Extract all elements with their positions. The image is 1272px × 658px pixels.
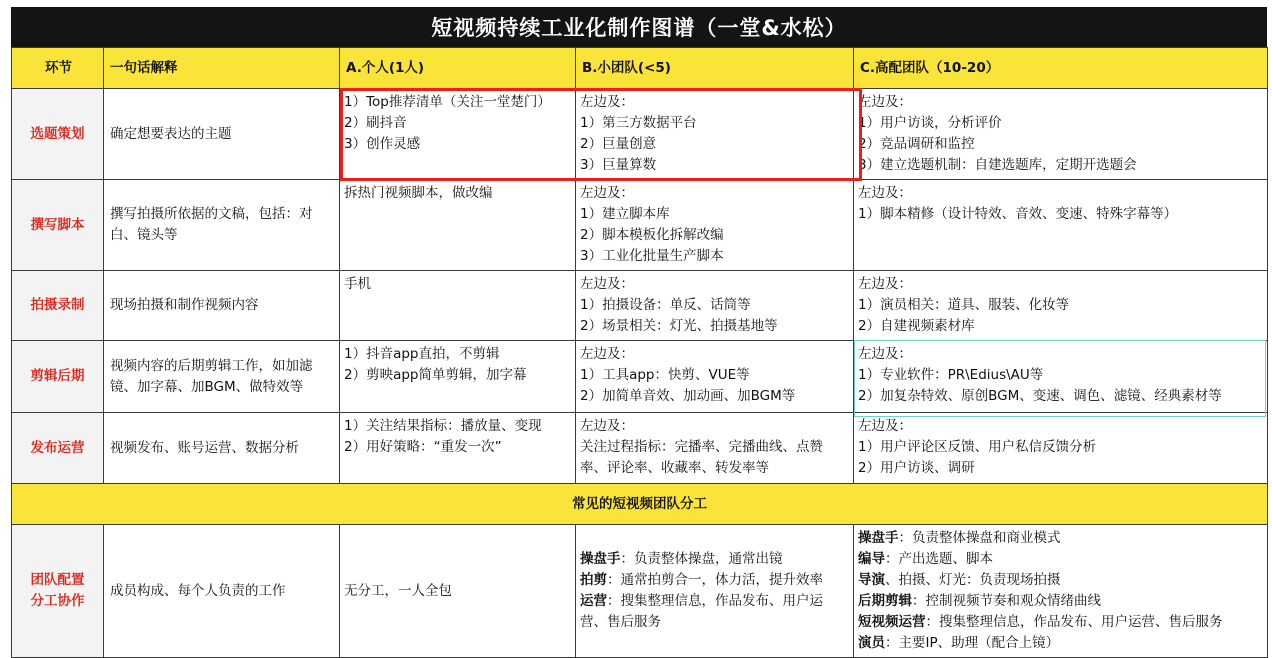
role-line [858,549,1263,570]
page-title: 短视频持续工业化制作图谱（一堂&水松） [11,7,1267,47]
cell-line: 手机 [344,276,371,292]
team-stage-cell [12,525,104,658]
role-desc: ：通常拍剪合一，体力活，提升效率 [607,572,823,588]
role-line [858,612,1263,633]
cell-line: 左边及： [580,276,634,292]
cell-line: 2）剪映app简单剪辑，加字幕 [344,367,527,383]
cell-line: 3）创作灵感 [344,136,421,152]
individual-cell [340,180,576,271]
cell-line: 1）拍摄设备：单反、话筒等 [580,297,751,313]
role-name: 操盘手 [580,551,621,567]
individual-cell [340,341,576,413]
role-line [580,591,849,633]
table-row [12,341,1268,413]
small-team-cell [576,180,854,271]
header-stage: 环节 [12,48,104,89]
role-line [858,591,1263,612]
cell-line: 1）抖音app直拍，不剪辑 [344,346,500,362]
explain-cell: 视频发布、账号运营、数据分析 [104,413,340,484]
role-name: 演员 [858,635,885,651]
individual-cell [340,413,576,484]
role-line [858,528,1263,549]
large-team-cell [854,413,1268,484]
table-row [12,271,1268,341]
explain-cell: 撰写拍摄所依据的文稿，包括：对白、镜头等 [104,180,340,271]
cell-line: 1）建立脚本库 [580,206,670,222]
role-name: 拍剪 [580,572,607,588]
role-line [858,633,1263,654]
stage-cell: 撰写脚本 [12,180,104,271]
cell-line: 2）自建视频素材库 [858,318,975,334]
cell-line: 2）加简单音效、加动画、加BGM等 [580,388,796,404]
role-name: 后期剪辑 [858,593,912,609]
large-team-cell [854,89,1268,180]
table-row [12,180,1268,271]
cell-line: 3）巨量算数 [580,157,657,173]
stage-cell: 发布运营 [12,413,104,484]
large-team-cell [854,271,1268,341]
role-desc: ：负责整体操盘和商业模式 [898,530,1061,546]
cell-line: 3）工业化批量生产脚本 [580,248,724,264]
cell-line: 1）关注结果指标：播放量、变现 [344,418,542,434]
team-stage-label: 团队配置分工协作 [30,572,85,609]
section-row [12,484,1268,525]
role-desc: ：控制视频节奏和观众情绪曲线 [912,593,1101,609]
cell-line: 左边及： [858,418,912,434]
explain-cell: 现场拍摄和制作视频内容 [104,271,340,341]
cell-line: 关注过程指标：完播率、完播曲线、点赞率、评论率、收藏率、转发率等 [580,439,823,476]
small-team-cell [576,341,854,413]
role-desc: ：产出选题、脚本 [885,551,993,567]
role-desc: ：搜集整理信息，作品发布、用户运营、售后服务 [925,614,1223,630]
cell-line: 左边及： [858,94,912,110]
role-name: 运营 [580,593,607,609]
stage-cell: 剪辑后期 [12,341,104,413]
individual-cell [340,89,576,180]
team-small-cell [576,525,854,658]
cell-line: 左边及： [580,185,634,201]
section-title: 常见的短视频团队分工 [12,484,1268,525]
role-desc: ：主要IP、助理（配合上镜） [885,635,1060,651]
cell-line: 左边及： [858,185,912,201]
cell-line: 拆热门视频脚本，做改编 [344,185,493,201]
table-row [12,89,1268,180]
role-name: 短视频运营 [858,614,926,630]
cell-line: 左边及： [580,346,634,362]
role-desc: 、拍摄、灯光：负责现场拍摄 [885,572,1061,588]
cell-line: 2）竞品调研和监控 [858,136,975,152]
cell-line: 左边及： [858,276,912,292]
explain-cell: 视频内容的后期剪辑工作，如加滤镜、加字幕、加BGM、做特效等 [104,341,340,413]
large-team-cell [854,341,1268,413]
role-line [858,570,1263,591]
cell-line: 2）加复杂特效、原创BGM、变速、调色、滤镜、经典素材等 [858,388,1222,404]
cell-line: 左边及： [858,346,912,362]
stage-cell: 拍摄录制 [12,271,104,341]
cell-line: 2）脚本模板化拆解改编 [580,227,724,243]
cell-line: 左边及： [580,418,634,434]
cell-line: 1）用户访谈，分析评价 [858,115,1002,131]
role-line [580,549,849,570]
small-team-cell [576,413,854,484]
cell-line: 1）第三方数据平台 [580,115,697,131]
table-row [12,413,1268,484]
cell-line: 2）巨量创意 [580,136,657,152]
cell-line: 1）脚本精修（设计特效、音效、变速、特殊字幕等） [858,206,1178,222]
cell-line: 1）用户评论区反馈、用户私信反馈分析 [858,439,1097,455]
stage-cell: 选题策划 [12,89,104,180]
role-desc: ：负责整体操盘，通常出镜 [620,551,783,567]
cell-line: 1）专业软件：PR\Edius\AU等 [858,367,1044,383]
cell-line: 左边及： [580,94,634,110]
header-small-team: B.小团队(<5) [576,48,854,89]
role-name: 导演 [858,572,885,588]
role-name: 操盘手 [858,530,899,546]
role-desc: ：搜集整理信息，作品发布、用户运营、售后服务 [580,593,823,630]
role-name: 编导 [858,551,885,567]
cell-line: 2）用户访谈、调研 [858,460,975,476]
role-line [580,570,849,591]
explain-cell: 确定想要表达的主题 [104,89,340,180]
individual-cell [340,271,576,341]
header-explain: 一句话解释 [104,48,340,89]
small-team-cell [576,271,854,341]
cell-line: 1）工具app：快剪、VUE等 [580,367,750,383]
team-individual-cell: 无分工，一人全包 [340,525,576,658]
large-team-cell [854,180,1268,271]
cell-line: 3）建立选题机制：自建选题库，定期开选题会 [858,157,1137,173]
cell-line: 2）场景相关：灯光、拍摄基地等 [580,318,778,334]
team-explain-cell: 成员构成、每个人负责的工作 [104,525,340,658]
header-individual: A.个人(1人) [340,48,576,89]
cell-line: 2）用好策略：“重发一次” [344,439,502,455]
small-team-cell [576,89,854,180]
team-row [12,525,1268,658]
cell-line: 1）演员相关：道具、服装、化妆等 [858,297,1070,313]
production-map-sheet [11,7,1267,650]
header-large-team: C.高配团队（10-20） [854,48,1268,89]
cell-line: 2）刷抖音 [344,115,407,131]
header-row [12,48,1268,89]
cell-line: 1）Top推荐清单（关注一堂楚门） [344,94,551,110]
team-large-cell [854,525,1268,658]
production-table [11,47,1268,658]
